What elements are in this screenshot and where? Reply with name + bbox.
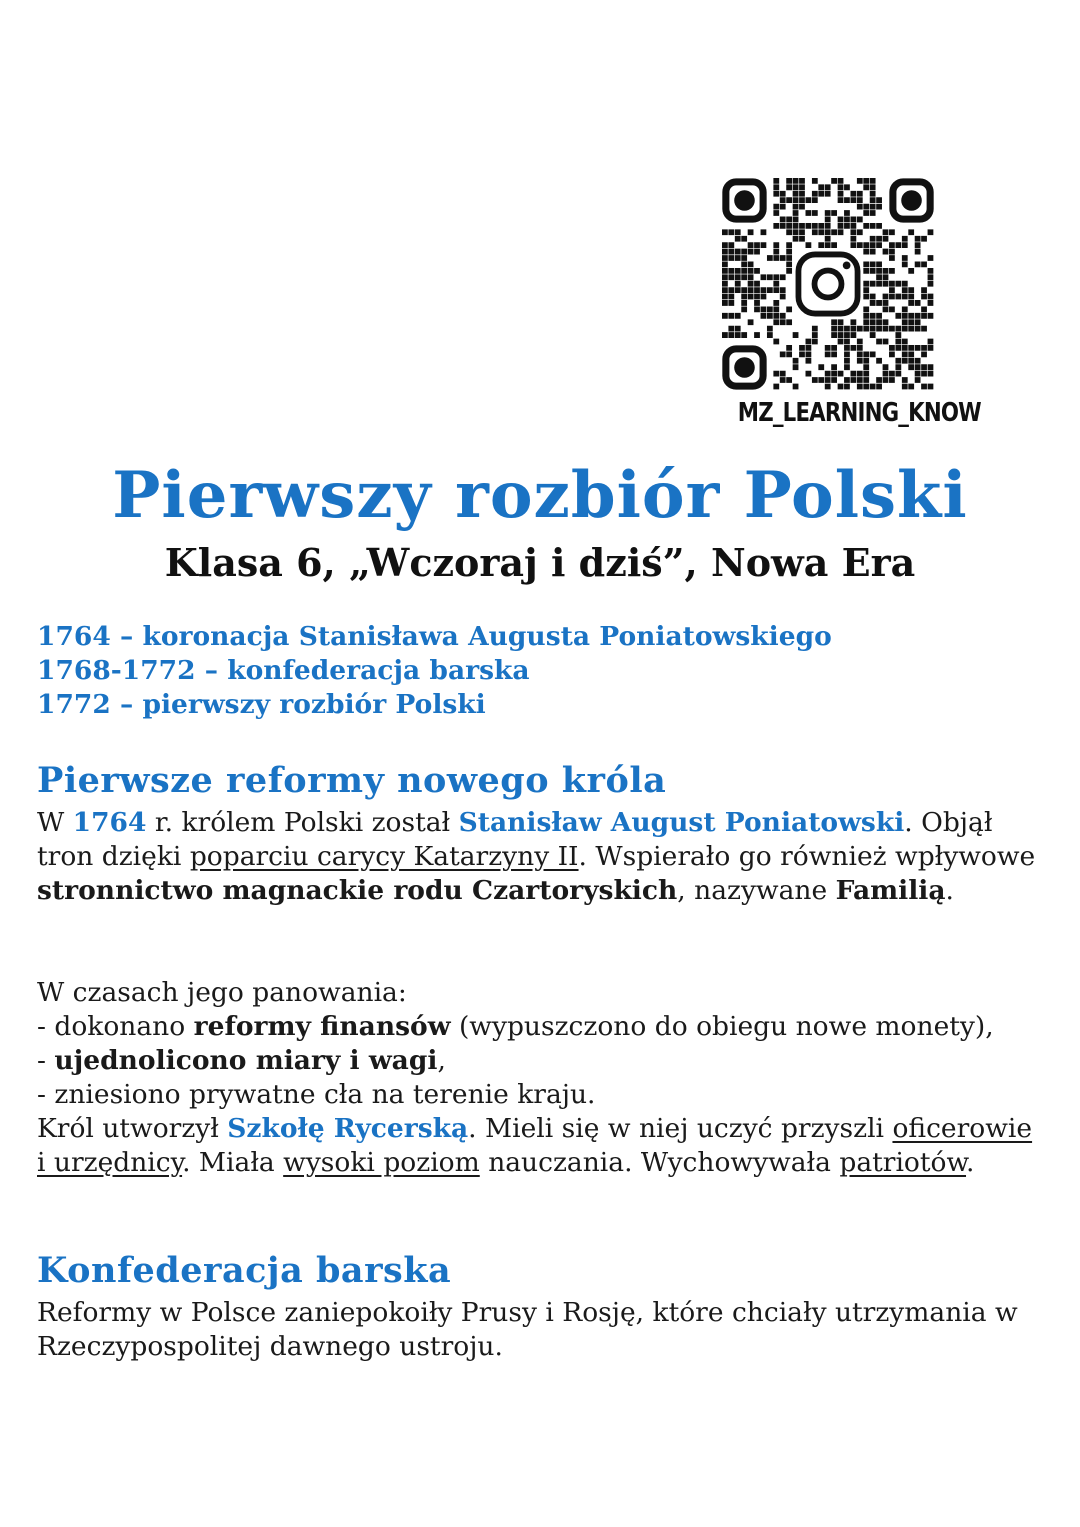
text: , bbox=[437, 1045, 446, 1076]
paragraph-king bbox=[37, 806, 1042, 908]
timeline-item: 1768-1772 – konfederacja barska bbox=[37, 655, 530, 686]
qr-code-graphic bbox=[722, 178, 934, 390]
underlined-officers: oficerowie i urzędnicy bbox=[37, 1113, 1033, 1178]
text: - dokonano bbox=[37, 1011, 194, 1042]
section-heading-confederation: Konfederacja barska bbox=[37, 1250, 452, 1291]
text: . bbox=[966, 1147, 975, 1178]
bold-finance: reformy finansów bbox=[193, 1011, 451, 1042]
section-heading-reforms: Pierwsze reformy nowego króla bbox=[37, 760, 667, 801]
bold-family: Familią bbox=[835, 875, 946, 906]
qr-finder-bottom-left bbox=[726, 349, 763, 386]
text: . Wspierało go również wpływowe bbox=[578, 841, 1036, 872]
instagram-qr-block bbox=[718, 178, 981, 428]
timeline-item: 1772 – pierwszy rozbiór Polski bbox=[37, 689, 486, 720]
highlight-king: Stanisław August Poniatowski bbox=[458, 807, 905, 838]
timeline-dates bbox=[37, 620, 832, 722]
qr-code[interactable] bbox=[722, 178, 934, 390]
qr-finder-top-right bbox=[893, 182, 930, 219]
text: Król utworzył bbox=[37, 1113, 228, 1144]
highlight-school: Szkołę Rycerską bbox=[227, 1113, 469, 1144]
text: W bbox=[37, 807, 73, 838]
text: nauczania. Wychowywała bbox=[479, 1147, 840, 1178]
text: , nazywane bbox=[677, 875, 836, 906]
text: . Mieli się w niej uczyć przyszli bbox=[468, 1113, 893, 1144]
underlined-level: wysoki poziom bbox=[283, 1147, 480, 1178]
text: r. królem Polski został bbox=[146, 807, 459, 838]
text: - bbox=[37, 1045, 55, 1076]
bold-faction: stronnictwo magnackie rodu Czartoryskich bbox=[37, 875, 678, 906]
school-paragraph bbox=[37, 1112, 1042, 1180]
text: (wypuszczono do obiegu nowe monety), bbox=[450, 1011, 994, 1042]
reign-intro: W czasach jego panowania: bbox=[37, 977, 407, 1008]
underlined-patriots: patriotów bbox=[839, 1147, 967, 1178]
bold-measures: ujednolicono miary i wagi bbox=[54, 1045, 438, 1076]
page-subtitle: Klasa 6, „Wczoraj i dziś”, Nowa Era bbox=[164, 540, 916, 585]
text: . Objął tron dzięki bbox=[37, 807, 993, 872]
text: . bbox=[945, 875, 954, 906]
reform-item-customs: - zniesiono prywatne cła na terenie kraju. bbox=[37, 1079, 596, 1110]
timeline-item: 1764 – koronacja Stanisława Augusta Poniatowskiego bbox=[37, 621, 832, 652]
text: . Miała bbox=[182, 1147, 284, 1178]
underlined-support: poparciu carycy Katarzyny II bbox=[189, 841, 579, 872]
paragraph-reign bbox=[37, 976, 1042, 1180]
reform-item-finance bbox=[37, 1010, 1042, 1044]
paragraph-confederation: Reformy w Polsce zaniepokoiły Prusy i Rosję, które chciały utrzymania w Rzeczypospolitej dawnego ustroju. bbox=[37, 1297, 1018, 1362]
qr-finder-top-left bbox=[726, 182, 763, 219]
highlight-year: 1764 bbox=[72, 807, 147, 838]
instagram-icon bbox=[798, 254, 857, 313]
reform-item-measures bbox=[37, 1044, 1042, 1078]
page-title: Pierwszy rozbiór Polski bbox=[112, 458, 968, 533]
instagram-handle: MZ_LEARNING_KNOW bbox=[737, 398, 981, 428]
